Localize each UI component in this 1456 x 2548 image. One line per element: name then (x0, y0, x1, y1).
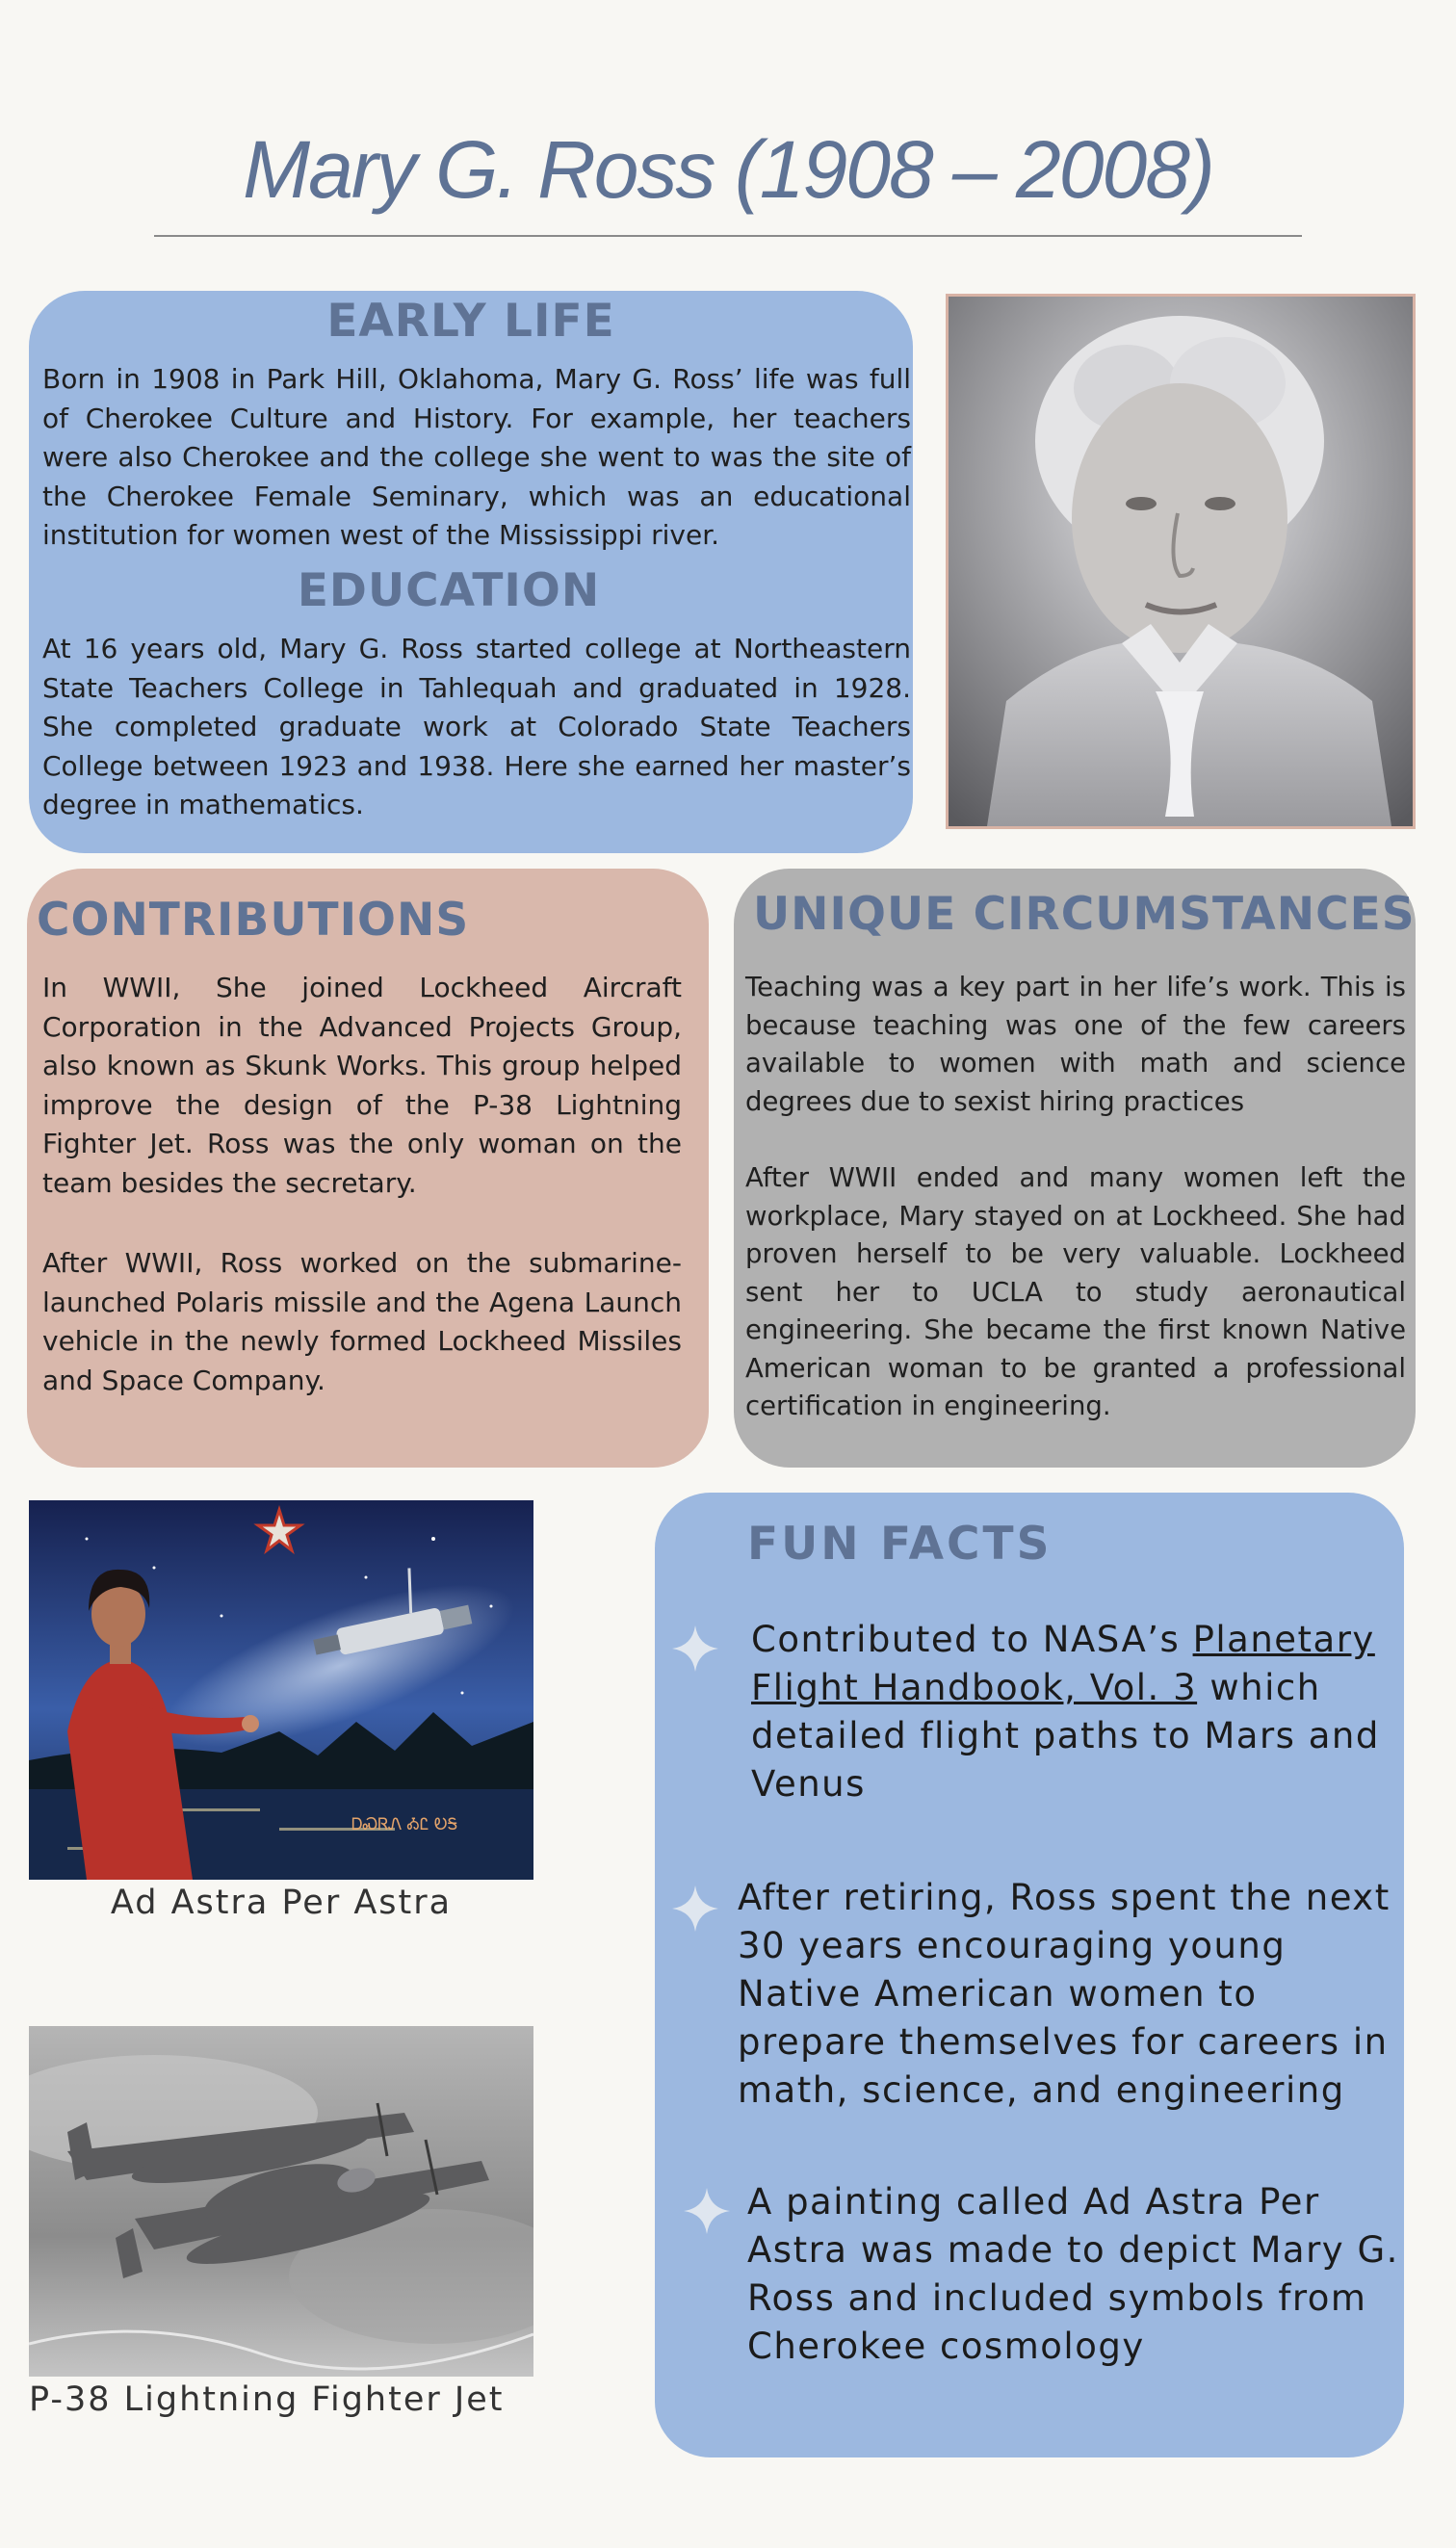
sparkle-icon (682, 2186, 732, 2236)
unique-circumstances-heading: UNIQUE CIRCUMSTANCES (753, 888, 1416, 941)
fun-fact-3: A painting called Ad Astra Per Astra was made to depict Mary G. Ross and included symbols from Cherokee cosmology (747, 2181, 1399, 2367)
painting-inscription: ᎠᏍᏒᏁ ᎣᏝ ᎧᎦ (351, 1815, 458, 1834)
education-heading: EDUCATION (297, 564, 601, 617)
sparkle-icon (670, 1624, 720, 1674)
p38-image (29, 2026, 533, 2377)
early-life-text: Born in 1908 in Park Hill, Oklahoma, Mary G. Ross’ life was full of Cherokee Culture and History. For example, her teachers were also Cherokee and the college she went to was the site of the Cherokee Female Seminary, which was an educational institution for women west of the Mississippi river. (42, 363, 911, 551)
unique-circumstances-paragraph: After WWII ended and many women left the workplace, Mary stayed on at Lockheed. She had proven herself to be very valuable. Lockheed sent her to UCLA to study aeronautical engineering. She became the first known Native American woman to be granted a professional certification in engineering. (745, 1162, 1406, 1421)
painting-image (29, 1500, 533, 1880)
unique-circumstances-card (734, 869, 1416, 1468)
fun-fact-2: After retiring, Ross spent the next 30 years encouraging young Native American women to prepare themselves for careers in math, science, and engineering (738, 1877, 1391, 2111)
title-divider (154, 235, 1302, 237)
handbook-title: Planetary Flight Handbook, Vol. 3 (751, 1619, 1375, 1708)
education-text: At 16 years old, Mary G. Ross started college at Northeastern State Teachers College in Tahlequah and graduated in 1928. She completed graduate work at Colorado State Teachers College between 1923 and 1938. Here she earned her master’s degree in mathematics. (42, 633, 911, 820)
painting-artwork (29, 1500, 533, 1880)
fun-fact-1: Contributed to NASA’s Planetary Flight Handbook, Vol. 3 which detailed flight paths to Mars and Venus (751, 1619, 1380, 1805)
sparkle-icon (670, 1884, 720, 1934)
contributions-card (27, 869, 709, 1468)
fun-facts-heading: FUN FACTS (747, 1518, 1053, 1571)
early-life-card (29, 291, 913, 853)
portrait-image (949, 297, 1413, 826)
page-title: Mary G. Ross (1908 – 2008) (243, 124, 1213, 215)
painting-caption: Ad Astra Per Astra (110, 1884, 453, 1922)
fun-facts-card (655, 1493, 1404, 2457)
contributions-paragraph: In WWII, She joined Lockheed Aircraft Corporation in the Advanced Projects Group, also known as Skunk Works. This group helped improve the design of the P-38 Lightning Fighter Jet. Ross was the only woman on the team besides the secretary. (42, 972, 682, 1199)
contributions-paragraph: After WWII, Ross worked on the submarine-launched Polaris missile and the Agena Launch vehicle in the newly formed Lockheed Missiles and Space Company. (42, 1247, 682, 1396)
p38-photo (29, 2026, 533, 2377)
p38-caption: P-38 Lightning Fighter Jet (29, 2380, 505, 2419)
early-life-heading: EARLY LIFE (326, 295, 615, 348)
contributions-heading: CONTRIBUTIONS (37, 894, 470, 947)
unique-circumstances-paragraph: Teaching was a key part in her life’s work. This is because teaching was one of the few careers available to women with math and science degrees due to sexist hiring practices (745, 972, 1406, 1117)
portrait-photo (946, 294, 1416, 829)
